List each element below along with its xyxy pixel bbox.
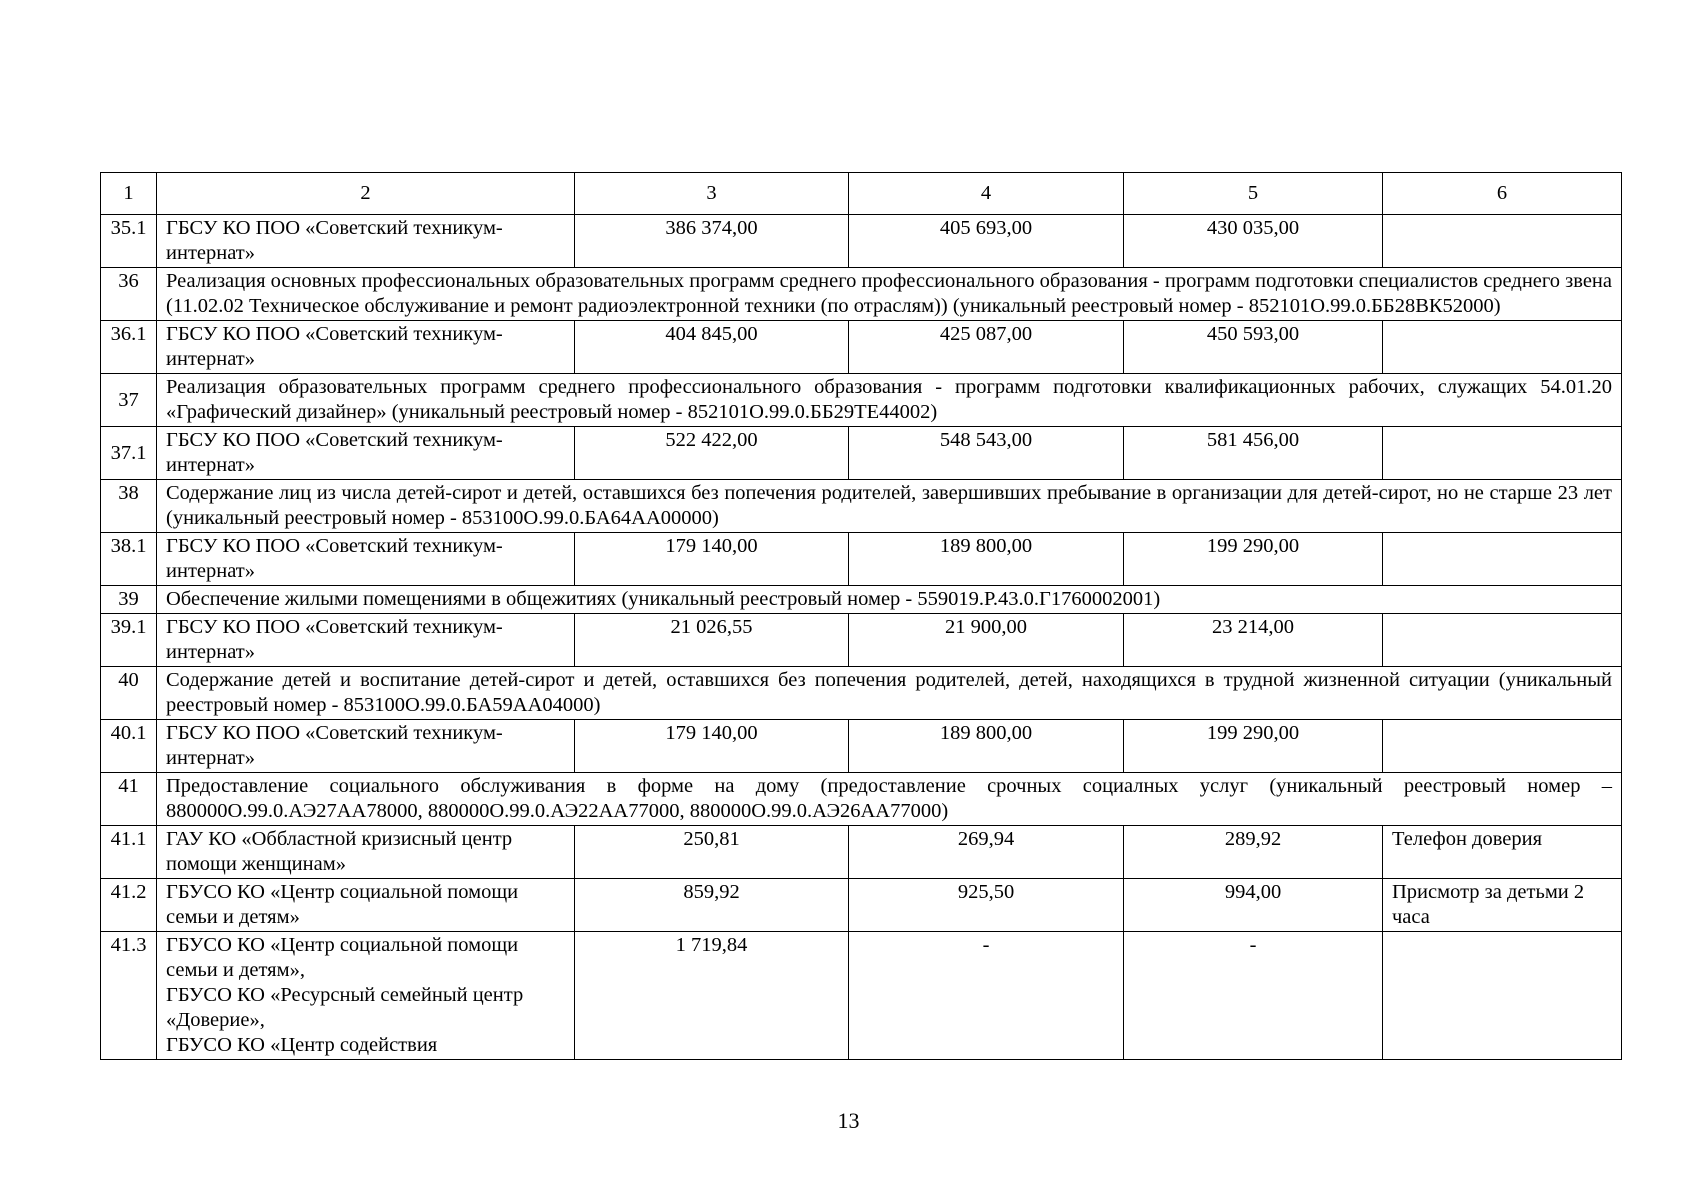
institution-name: [157, 427, 575, 480]
institution-row: [101, 533, 1622, 586]
note-col-6: [1383, 720, 1622, 773]
institution-name-line: помощи женщинам»: [166, 853, 346, 875]
value-col-3: 522 422,00: [575, 427, 849, 480]
value-col-4: 925,50: [849, 879, 1124, 932]
value-col-5: 581 456,00: [1124, 427, 1383, 480]
note-col-6: Телефон доверия: [1383, 826, 1622, 879]
value-col-3: 179 140,00: [575, 720, 849, 773]
value-col-5: -: [1124, 932, 1383, 1060]
institution-row: [101, 879, 1622, 932]
value-col-5: 199 290,00: [1124, 533, 1383, 586]
note-col-6: [1383, 321, 1622, 374]
service-description: Реализация основных профессиональных образовательных программ среднего профессионального образования - программ подготовки специалистов среднего звена (11.02.02 Техническое обслуживание и ремонт радиоэлектронной техники (по отраслям)) (уникальный реестровый номер - 852101О.99.0.ББ28ВК52000): [157, 268, 1622, 321]
institution-name-line: ГБУСО КО «Центр социальной помощи: [166, 881, 519, 903]
row-number: 41.3: [101, 932, 157, 1060]
row-number: 40: [101, 667, 157, 720]
service-section-row: [101, 268, 1622, 321]
note-col-6: [1383, 614, 1622, 667]
institution-name-line: интернат»: [166, 348, 255, 370]
institution-name: [157, 879, 575, 932]
value-col-5: 430 035,00: [1124, 215, 1383, 268]
value-col-5: 199 290,00: [1124, 720, 1383, 773]
value-col-3: 859,92: [575, 879, 849, 932]
service-description: Содержание лиц из числа детей-сирот и детей, оставшихся без попечения родителей, завершивших пребывание в организации для детей-сирот, но не старше 23 лет (уникальный реестровый номер - 853100О.99.0.БА64АА00000): [157, 480, 1622, 533]
value-col-3: 250,81: [575, 826, 849, 879]
value-col-4: 425 087,00: [849, 321, 1124, 374]
institution-name-line: ГАУ КО «Обблacтной кризисный центр: [166, 828, 513, 850]
institution-row: [101, 215, 1622, 268]
value-col-5: 994,00: [1124, 879, 1383, 932]
row-number: 38.1: [101, 533, 157, 586]
value-col-4: 21 900,00: [849, 614, 1124, 667]
institution-name-line: ГБСУ КО ПОО «Советский техникум-: [166, 535, 503, 557]
row-number: 41.1: [101, 826, 157, 879]
value-col-5: 289,92: [1124, 826, 1383, 879]
note-col-6: Присмотр за детьми 2 часа: [1383, 879, 1622, 932]
table-body: [101, 173, 1622, 1060]
value-col-5: 450 593,00: [1124, 321, 1383, 374]
institution-name-line: интернат»: [166, 747, 255, 769]
header-cell: 4: [849, 173, 1124, 215]
institution-row: [101, 321, 1622, 374]
row-number: 38: [101, 480, 157, 533]
row-number: 36: [101, 268, 157, 321]
value-col-3: 21 026,55: [575, 614, 849, 667]
service-section-row: [101, 374, 1622, 427]
institution-name-line: ГБСУ КО ПОО «Советский техникум-: [166, 217, 503, 239]
row-number: 41.2: [101, 879, 157, 932]
institution-name: [157, 533, 575, 586]
service-section-row: [101, 773, 1622, 826]
service-description: Реализация образовательных программ среднего профессионального образования - программ подготовки квалификационных рабочих, служащих 54.01.20 «Графический дизайнер» (уникальный реестровый номер - 852101О.99.0.ББ29ТЕ44002): [157, 374, 1622, 427]
header-cell: 1: [101, 173, 157, 215]
header-cell: 3: [575, 173, 849, 215]
note-col-6: [1383, 427, 1622, 480]
institution-row: [101, 932, 1622, 1060]
institution-row: [101, 720, 1622, 773]
note-col-6: [1383, 533, 1622, 586]
value-col-3: 404 845,00: [575, 321, 849, 374]
service-description: Обеспечение жилыми помещениями в общежитиях (уникальный реестровый номер - 559019.Р.43.0.Г1760002001): [157, 586, 1622, 614]
header-cell: 2: [157, 173, 575, 215]
header-cell: 5: [1124, 173, 1383, 215]
services-cost-table: [100, 172, 1622, 1060]
institution-name-line: ГБУСО КО «Центр содействия: [166, 1034, 438, 1056]
row-number: 35.1: [101, 215, 157, 268]
institution-row: [101, 614, 1622, 667]
institution-name: [157, 614, 575, 667]
value-col-4: -: [849, 932, 1124, 1060]
institution-name: [157, 215, 575, 268]
institution-row: [101, 427, 1622, 480]
service-section-row: [101, 667, 1622, 720]
institution-name-line: семьи и детям»: [166, 906, 300, 928]
institution-name: [157, 720, 575, 773]
institution-row: [101, 826, 1622, 879]
row-number: 41: [101, 773, 157, 826]
row-number: 36.1: [101, 321, 157, 374]
institution-name-line: ГБСУ КО ПОО «Советский техникум-: [166, 323, 503, 345]
note-col-6: [1383, 215, 1622, 268]
row-number: 40.1: [101, 720, 157, 773]
institution-name: [157, 932, 575, 1060]
header-cell: 6: [1383, 173, 1622, 215]
institution-name-line: ГБУСО КО «Центр социальной помощи: [166, 934, 519, 956]
page-number: 13: [837, 1108, 860, 1133]
institution-name-line: интернат»: [166, 454, 255, 476]
row-number: 37: [101, 374, 157, 427]
institution-name: [157, 321, 575, 374]
row-number: 39.1: [101, 614, 157, 667]
value-col-3: 179 140,00: [575, 533, 849, 586]
value-col-4: 189 800,00: [849, 533, 1124, 586]
institution-name-line: интернат»: [166, 560, 255, 582]
service-section-row: [101, 480, 1622, 533]
value-col-4: 548 543,00: [849, 427, 1124, 480]
institution-name-line: интернат»: [166, 641, 255, 663]
value-col-4: 269,94: [849, 826, 1124, 879]
service-section-row: [101, 586, 1622, 614]
value-col-4: 189 800,00: [849, 720, 1124, 773]
value-col-4: 405 693,00: [849, 215, 1124, 268]
institution-name-line: ГБСУ КО ПОО «Советский техникум-: [166, 429, 503, 451]
service-description: Содержание детей и воспитание детей-сирот и детей, оставшихся без попечения родителей, детей, находящихся в трудной жизненной ситуации (уникальный реестровый номер - 853100О.99.0.БА59АА04000): [157, 667, 1622, 720]
institution-name-line: ГБУСО КО «Ресурсный семейный центр: [166, 984, 524, 1006]
service-description: Предоставление социального обслуживания в форме на дому (предоставление срочных социалных услуг (уникальный реестровый номер – 880000О.99.0.АЭ27АА78000, 880000О.99.0.АЭ22АА77000, 880000О.99.0.АЭ26АА77000): [157, 773, 1622, 826]
institution-name: [157, 826, 575, 879]
institution-name-line: «Доверие»,: [166, 1009, 265, 1031]
note-col-6: [1383, 932, 1622, 1060]
value-col-3: 1 719,84: [575, 932, 849, 1060]
value-col-5: 23 214,00: [1124, 614, 1383, 667]
value-col-3: 386 374,00: [575, 215, 849, 268]
column-number-header-row: [101, 173, 1622, 215]
institution-name-line: интернат»: [166, 242, 255, 264]
institution-name-line: ГБСУ КО ПОО «Советский техникум-: [166, 722, 503, 744]
institution-name-line: ГБСУ КО ПОО «Советский техникум-: [166, 616, 503, 638]
institution-name-line: семьи и детям»,: [166, 959, 305, 981]
row-number: 37.1: [101, 427, 157, 480]
row-number: 39: [101, 586, 157, 614]
